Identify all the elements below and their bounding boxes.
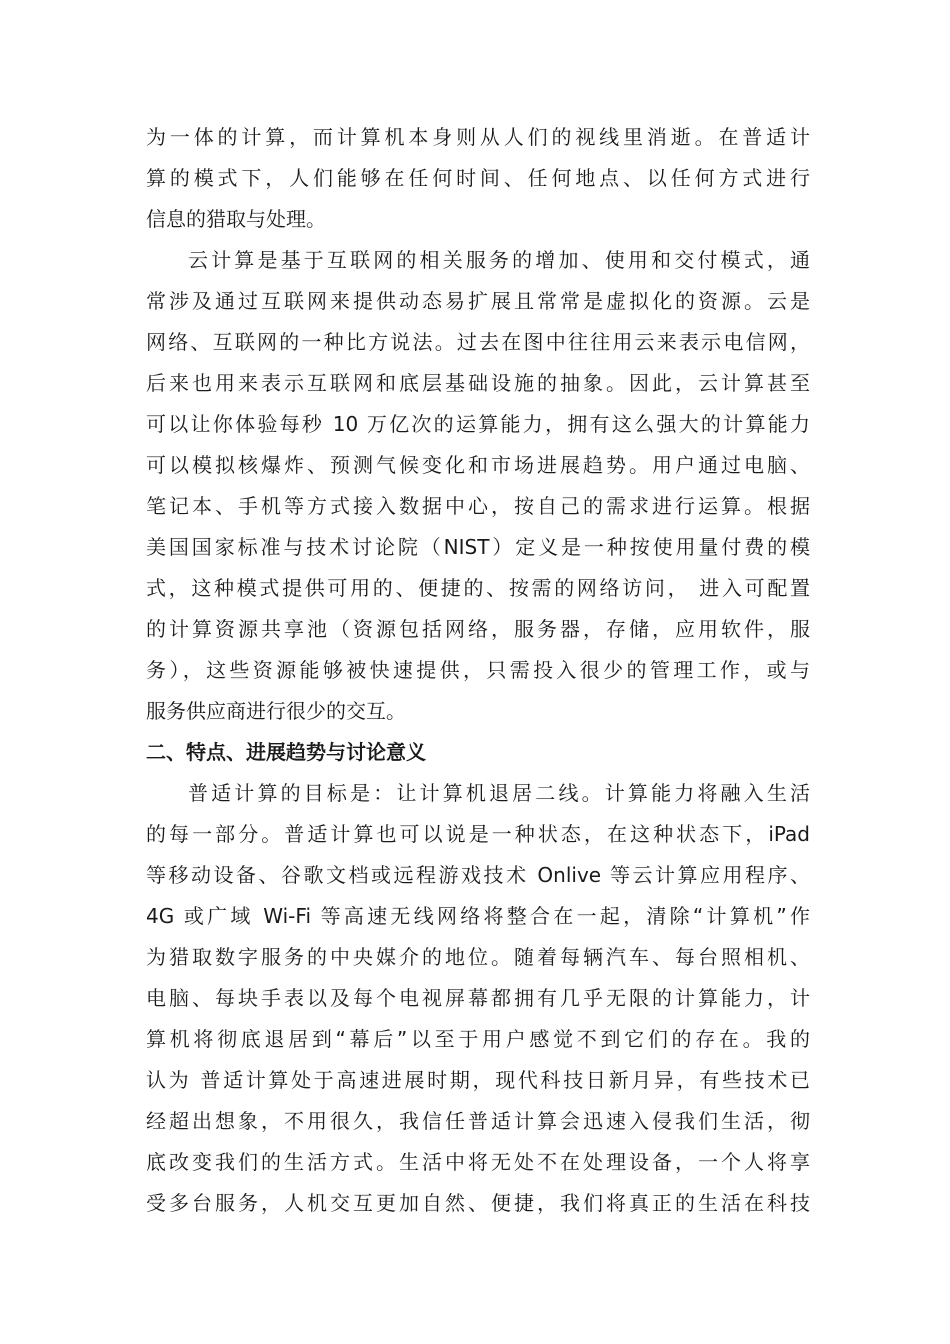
text-line: 的计算资源共享池（资源包括网络，服务器，存储，应用软件，服	[146, 617, 810, 641]
text-line: 受多台服务，人机交互更加自然、便捷，我们将真正的生活在科技	[146, 1191, 810, 1215]
text-line: 信息的猎取与处理。	[146, 207, 326, 231]
text-line: 笔记本、手机等方式接入数据中心，按自己的需求进行运算。根据	[146, 494, 810, 518]
paragraph-cloud-computing	[146, 240, 810, 732]
document-page	[146, 117, 810, 1224]
text-line: 等移动设备、谷歌文档或远程游戏技术 Onlive 等云计算应用程序、	[146, 863, 810, 887]
text-line: 式，这种模式提供可用的、便捷的、按需的网络访问， 进入可配置	[146, 576, 810, 600]
text-line: 经超出想象，不用很久，我信任普适计算会迅速入侵我们生活，彻	[146, 1109, 810, 1133]
text-line: 美国国家标准与技术讨论院（NIST）定义是一种按使用量付费的模	[146, 535, 810, 559]
text-line: 云计算是基于互联网的相关服务的增加、使用和交付模式，通	[188, 248, 810, 272]
text-line: 电脑、每块手表以及每个电视屏幕都拥有几乎无限的计算能力，计	[146, 986, 810, 1010]
text-line: 为一体的计算，而计算机本身则从人们的视线里消逝。在普适计	[146, 125, 810, 149]
paragraph-characteristics	[146, 773, 810, 1224]
text-line: 认为 普适计算处于高速进展时期，现代科技日新月异，有些技术已	[146, 1068, 810, 1092]
text-line: 务），这些资源能够被快速提供，只需投入很少的管理工作，或与	[146, 658, 810, 682]
paragraph-ubiquitous-intro	[146, 117, 810, 240]
text-line: 常涉及通过互联网来提供动态易扩展且常常是虚拟化的资源。云是	[146, 289, 810, 313]
text-line: 服务供应商进行很少的交互。	[146, 699, 406, 723]
text-line: 可以模拟核爆炸、预测气候变化和市场进展趋势。用户通过电脑、	[146, 453, 810, 477]
text-line: 算机将彻底退居到“幕后”以至于用户感觉不到它们的存在。我的	[146, 1027, 810, 1051]
text-line: 后来也用来表示互联网和底层基础设施的抽象。因此，云计算甚至	[146, 371, 810, 395]
text-line: 底改变我们的生活方式。生活中将无处不在处理设备，一个人将享	[146, 1150, 810, 1174]
text-line: 算的模式下，人们能够在任何时间、任何地点、以任何方式进行	[146, 166, 810, 190]
text-line: 为猎取数字服务的中央媒介的地位。随着每辆汽车、每台照相机、	[146, 945, 810, 969]
text-line: 4G 或广域 Wi-Fi 等高速无线网络将整合在一起，清除“计算机”作	[146, 904, 810, 928]
text-line: 网络、互联网的一种比方说法。过去在图中往往用云来表示电信网，	[146, 330, 810, 354]
text-line: 可以让你体验每秒 10 万亿次的运算能力，拥有这么强大的计算能力	[146, 412, 810, 436]
text-line: 的每一部分。普适计算也可以说是一种状态，在这种状态下，iPad	[146, 822, 810, 846]
text-line: 普适计算的目标是：让计算机退居二线。计算能力将融入生活	[188, 781, 810, 805]
section-heading: 二、特点、进展趋势与讨论意义	[146, 740, 426, 764]
